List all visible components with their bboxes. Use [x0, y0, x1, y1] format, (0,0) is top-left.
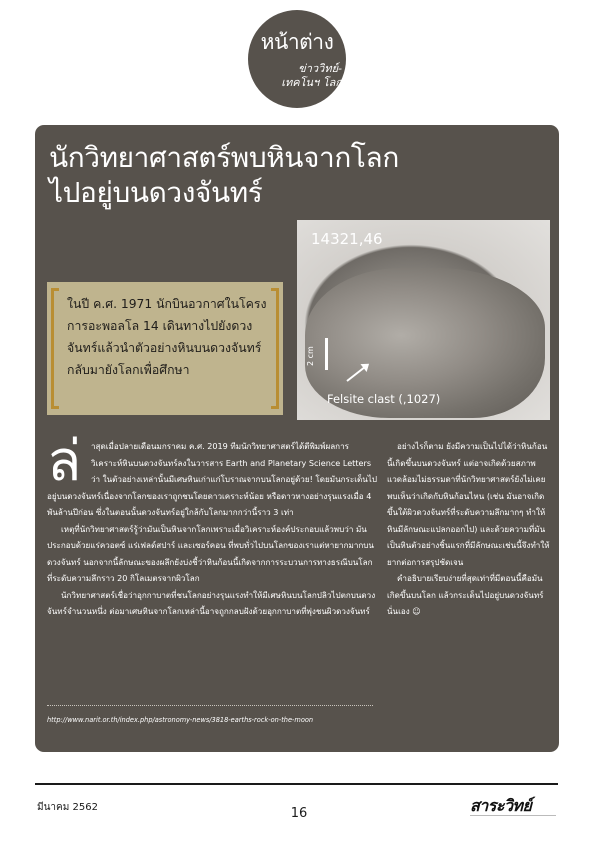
paragraph-2: เหตุที่นักวิทยาศาสตร์รู้ว่ามันเป็นหินจากโลกเพราะเมื่อวิเคราะห์องค์ประกอบแล้วพบว่า มันประกอบด้วยแร่ควอตซ์ แร่เฟลด์สปาร์ และเซอร์คอน ที่พบทั่วไปบนโลกของเราแต่หายากมากบนดวงจันทร์ นอกจากนี้ลักษณะของผลึกยังบ่งชี้ว่าหินก้อนนี้เกิดจากการระบวนการทางธรณีบนโลกที่ระดับความลึกราว 20 กิโลเมตรจากผิวโลก: [47, 523, 374, 583]
body-column-right: [387, 438, 551, 620]
body-column-left: [47, 438, 377, 620]
sample-id-label: 14321,46: [311, 230, 383, 248]
drop-cap: ล่: [47, 429, 82, 494]
pull-quote-box: [47, 282, 283, 415]
paragraph-1: าสุดเมื่อปลายเดือนมกราคม ค.ศ. 2019 ทีมนักวิทยาศาสตร์ได้ตีพิมพ์ผลการวิเคราะห์หินบนดวงจันทร์ลงในวารสาร Earth and Planetary Science Letters ว่า ในตัวอย่างเหล่านั้นมีเศษหินเก่าแก่โบราณจากบนโลกอยู่ด้วย! โดยมันกระเด็นไปอยู่บนดวงจันทร์เนื่องจากโลกของเราถูกชนโดยดาวเคราะห์น้อย หรือดาวหางอย่างรุนแรงเมื่อ 4 พันล้านปีก่อน ซึ่งในตอนนั้นดวงจันทร์อยู่ใกล้กับโลกมากกว่านี้ราว 3 เท่า: [47, 441, 377, 517]
right-bracket-icon: [271, 288, 279, 409]
magazine-logo: สาระวิทย์: [470, 796, 532, 815]
source-divider: [47, 705, 373, 706]
issue-month: มีนาคม 2562: [37, 802, 98, 813]
pull-quote-text: ในปี ค.ศ. 1971 นักบินอวกาศในโครงการอะพอลโล 14 เดินทางไปยังดวงจันทร์แล้วนำตัวอย่างหินบนดวงจันทร์กลับมายังโลกเพื่อศึกษา: [67, 297, 267, 377]
page-number: 16: [290, 806, 308, 821]
headline-line-1: นักวิทยาศาสตร์พบหินจากโลก: [49, 141, 399, 174]
paragraph-3: นักวิทยาศาสตร์เชื่อว่าอุกกาบาตที่ชนโลกอย่างรุนแรงทำให้มีเศษหินบนโลกปลิวไปตกบนดวงจันทร์จำนวนหนึ่ง ต่อมาเศษหินจากโลกเหล่านี้อาจถูกกลบฝังด้วยอุกกาบาตที่พุ่งชนผิวดวงจันทร์: [47, 589, 376, 616]
article-headline: [49, 140, 489, 210]
scale-bar: [325, 338, 328, 370]
scale-label: 2 cm: [306, 346, 315, 366]
left-bracket-icon: [51, 288, 59, 409]
article-panel: [35, 125, 559, 752]
footer-divider: [35, 783, 558, 785]
moon-rock-photo: [297, 220, 550, 420]
paragraph-4: อย่างไรก็ตาม ยังมีความเป็นไปได้ว่าหินก้อนนี้เกิดขึ้นบนดวงจันทร์ แต่อาจเกิดด้วยสภาพแวดล้อมไม่ธรรมดาที่นักวิทยาศาสตร์ยังไม่เคยพบเห็นว่าเกิดกับหินก้อนไหน (เช่น มันอาจเกิดขึ้นใต้ผิวดวงจันทร์ที่ระดับความลึกมากๆ ทำให้หินมีลักษณะแปลกออกไป) และด้วยความที่มันเป็นหินตัวอย่างชิ้นแรกที่มีลักษณะเช่นนี้จึงทำให้ยากต่อการสรุปชัดเจน: [387, 441, 550, 567]
section-title: หน้าต่าง: [260, 30, 334, 54]
paragraph-5: คำอธิบายเรียบง่ายที่สุดเท่าที่มีตอนนี้คือมันเกิดขึ้นบนโลก แล้วกระเด็นไปอยู่บนดวงจันทร์นั่นเอง ☺: [387, 573, 544, 616]
section-subtitle: ข่าววิทย์-เทคโนฯ โลก: [281, 62, 342, 89]
source-url[interactable]: http://www.narit.or.th/index.php/astronomy-news/3818-earths-rock-on-the-moon: [47, 716, 314, 724]
section-badge: [248, 10, 346, 108]
headline-line-2: ไปอยู่บนดวงจันทร์: [49, 176, 263, 209]
end-smiley-icon: ☺: [412, 606, 421, 616]
felsite-clast-label: Felsite clast (,1027): [327, 392, 441, 406]
logo-underline: [470, 815, 556, 816]
